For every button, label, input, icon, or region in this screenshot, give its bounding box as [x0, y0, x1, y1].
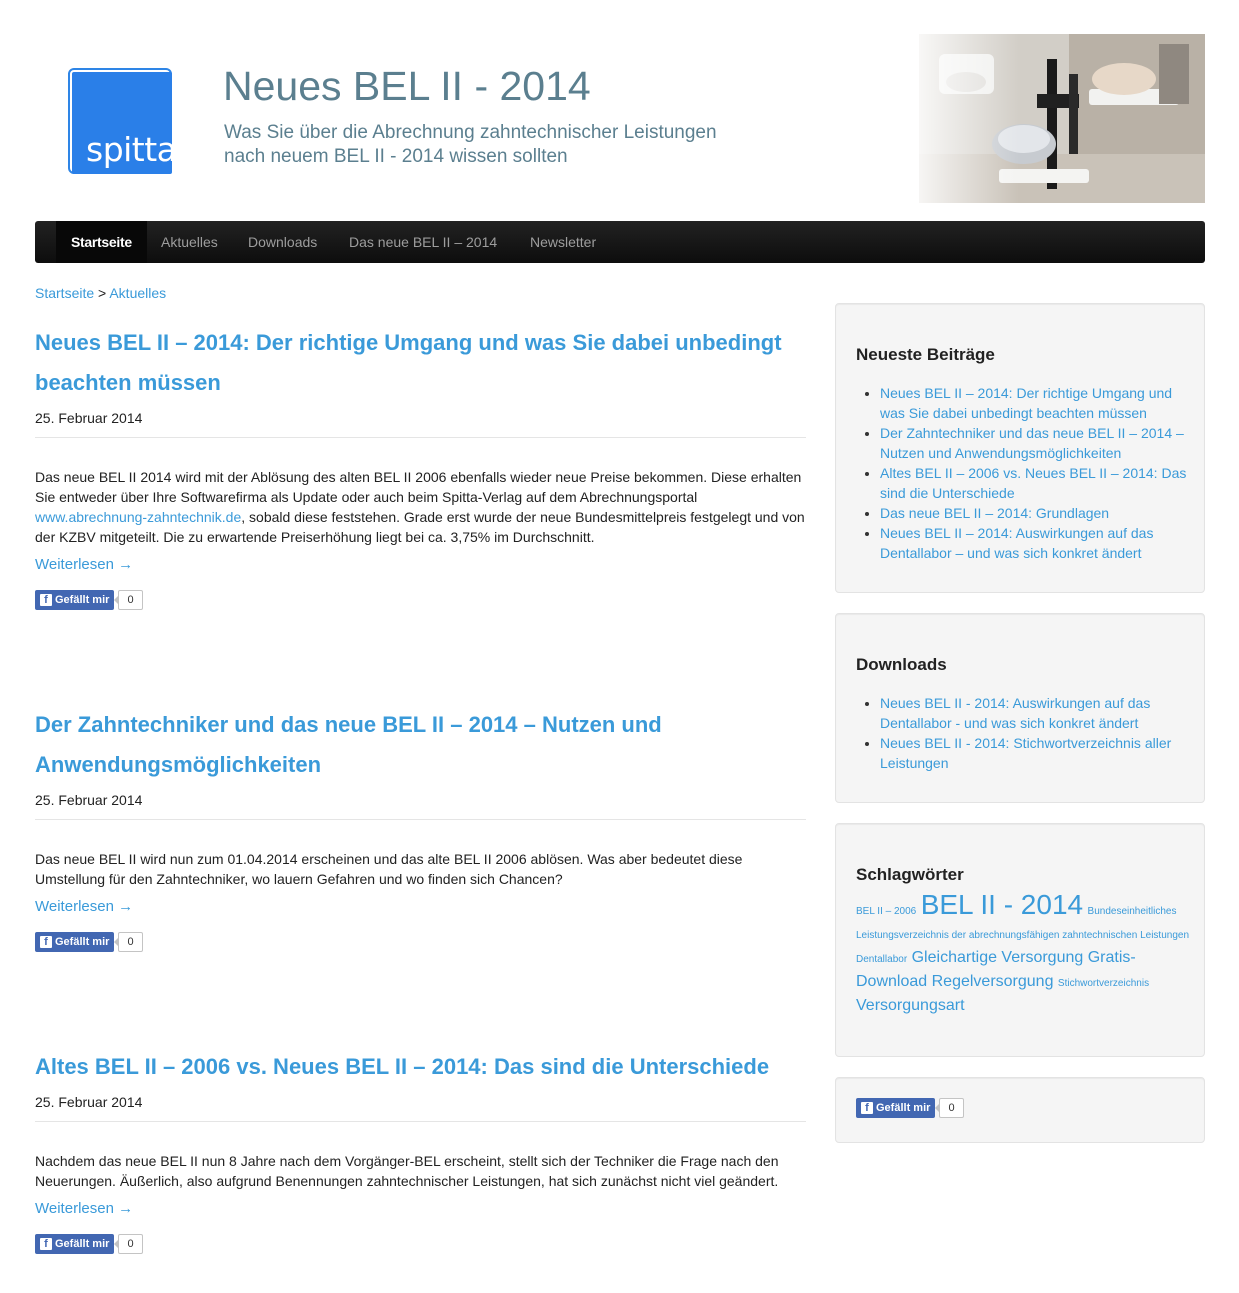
dental-lab-photo [919, 34, 1205, 203]
facebook-like-button[interactable] [35, 1234, 114, 1254]
excerpt-text-after-link: , sobald diese feststehen. Grade erst wurde der neue Bundesmittelpreis festgelegt und von der KZBV mitgeteilt. Die zu erwartende Preiserhöhung liegt bei ca. 3,75% im Durchschnitt. [35, 509, 805, 545]
read-more-link[interactable]: Weiterlesen → [35, 898, 134, 915]
post-date: 25. Februar 2014 [35, 792, 806, 820]
tag-link[interactable]: Dentallabor [856, 954, 908, 965]
like-count: 0 [939, 1098, 964, 1118]
downloads-list [880, 693, 1190, 773]
site-subtitle-line2: nach neuem BEL II - 2014 wissen sollten [224, 146, 568, 167]
recent-post-item [880, 503, 1190, 523]
tag-cloud-widget [835, 823, 1205, 1057]
read-more-link[interactable]: Weiterlesen → [35, 1200, 134, 1217]
main-navbar [35, 221, 1205, 263]
post-excerpt [35, 467, 806, 547]
post-title-line1[interactable]: Altes BEL II – 2006 vs. Neues BEL II – 2014: Das sind die Unterschiede [35, 1054, 770, 1079]
facebook-like-button[interactable] [35, 590, 114, 610]
facebook-like-box [835, 1077, 1205, 1143]
facebook-like-button[interactable] [35, 932, 114, 952]
excerpt-text-before-link: Das neue BEL II 2014 wird mit der Ablösung des alten BEL II 2006 ebenfalls wieder neue Preise bekommen. Diese erhalten Sie entweder über Ihre Softwarefirma als Update oder auch beim Spitta-Verlag auf dem Abrechnungsportal [35, 469, 802, 505]
recent-post-item [880, 423, 1190, 463]
post-excerpt: Nachdem das neue BEL II nun 8 Jahre nach dem Vorgänger-BEL erscheint, stellt sich der Techniker die Frage nach den Neuerungen. Äußerlich, also aufgrund Benennungen zahntechnischer Leistungen, hat sich zunächst nicht viel geändert. [35, 1153, 779, 1189]
downloads-title: Downloads [856, 655, 947, 674]
facebook-icon: f [40, 594, 52, 606]
download-item [880, 733, 1190, 773]
site-subtitle-line1: Was Sie über die Abrechnung zahntechnischer Leistungen [224, 122, 717, 143]
facebook-like-button[interactable] [856, 1098, 935, 1118]
recent-post-item [880, 383, 1190, 423]
recent-post-link[interactable]: Neues BEL II – 2014: Der richtige Umgang und was Sie dabei unbedingt beachten müssen [880, 385, 1173, 421]
recent-posts-title: Neueste Beiträge [856, 345, 995, 364]
tag-link[interactable]: Regelversorgung [931, 973, 1054, 990]
post-title-line1[interactable]: Neues BEL II – 2014: Der richtige Umgang und was Sie dabei unbedingt [35, 330, 782, 355]
recent-post-item [880, 463, 1190, 503]
tag-link[interactable]: Stichwortverzeichnis [1057, 978, 1150, 989]
breadcrumb-current[interactable]: Aktuelles [109, 285, 167, 301]
recent-post-link[interactable]: Der Zahntechniker und das neue BEL II – 2014 – Nutzen und Anwendungsmöglichkeiten [880, 425, 1184, 461]
post-date: 25. Februar 2014 [35, 1094, 806, 1122]
like-count: 0 [118, 932, 143, 952]
recent-posts-list [880, 383, 1190, 563]
recent-post-link[interactable]: Neues BEL II – 2014: Auswirkungen auf das Dentallabor – und was sich konkret ändert [880, 525, 1154, 561]
download-item [880, 693, 1190, 733]
breadcrumb-home[interactable]: Startseite [35, 285, 95, 301]
nav-aktuelles[interactable]: Aktuelles [161, 234, 218, 250]
post-article [35, 705, 806, 916]
logo-text: spitta [86, 130, 177, 169]
download-link[interactable]: Neues BEL II - 2014: Stichwortverzeichnis aller Leistungen [880, 735, 1172, 771]
downloads-widget [835, 613, 1205, 803]
abrechnung-portal-link[interactable]: www.abrechnung-zahntechnik.de [35, 509, 242, 525]
tag-link[interactable]: BEL II - 2014 [920, 889, 1084, 920]
tag-link[interactable]: Bundeseinheitliches Leistungsverzeichnis der abrechnungsfähigen zahntechnischen Leistungen [856, 906, 1190, 941]
like-label: Gefällt mir [876, 1102, 931, 1114]
read-more-link[interactable]: Weiterlesen → [35, 556, 134, 573]
tag-link[interactable]: BEL II – 2006 [856, 906, 917, 917]
nav-das-neue-bel[interactable]: Das neue BEL II – 2014 [349, 234, 498, 250]
post-title[interactable] [35, 1047, 806, 1087]
recent-post-item [880, 523, 1190, 563]
site-subtitle [224, 121, 784, 169]
facebook-icon: f [861, 1102, 873, 1114]
like-label: Gefällt mir [55, 594, 110, 606]
site-title: Neues BEL II - 2014 [223, 63, 591, 109]
header-banner-image [919, 34, 1205, 203]
facebook-icon: f [40, 1238, 52, 1250]
nav-downloads[interactable]: Downloads [248, 234, 318, 250]
post-title-line2[interactable]: beachten müssen [35, 370, 221, 395]
recent-post-link[interactable]: Das neue BEL II – 2014: Grundlagen [880, 505, 1110, 521]
tag-link[interactable]: Gleichartige Versorgung [911, 949, 1084, 966]
nav-newsletter[interactable]: Newsletter [530, 234, 597, 250]
site-header [0, 0, 1239, 210]
recent-posts-widget [835, 303, 1205, 593]
like-count: 0 [118, 1234, 143, 1254]
nav-startseite[interactable]: Startseite [56, 221, 147, 263]
like-label: Gefällt mir [55, 936, 110, 948]
post-title-line2[interactable]: Anwendungsmöglichkeiten [35, 752, 322, 777]
facebook-icon: f [40, 936, 52, 948]
tag-cloud-title: Schlagwörter [856, 865, 964, 884]
tag-cloud [856, 889, 1191, 1017]
post-article [35, 1047, 806, 1218]
tag-link[interactable]: Versorgungsart [856, 997, 965, 1014]
post-excerpt: Das neue BEL II wird nun zum 01.04.2014 erscheinen und das alte BEL II 2006 ablösen. Was aber bedeutet diese Umstellung für den Zahntechniker, wo lauern Gefahren und wo finden sich Chancen? [35, 851, 743, 887]
post-title-line1[interactable]: Der Zahntechniker und das neue BEL II – 2014 – Nutzen und [35, 712, 662, 737]
recent-post-link[interactable]: Altes BEL II – 2006 vs. Neues BEL II – 2014: Das sind die Unterschiede [880, 465, 1187, 501]
like-label: Gefällt mir [55, 1238, 110, 1250]
breadcrumb [35, 285, 166, 301]
spitta-logo[interactable] [68, 68, 177, 176]
post-date: 25. Februar 2014 [35, 410, 806, 438]
post-title[interactable] [35, 705, 806, 785]
like-count: 0 [118, 590, 143, 610]
post-article [35, 323, 806, 574]
download-link[interactable]: Neues BEL II - 2014: Auswirkungen auf das Dentallabor - und was sich konkret ändert [880, 695, 1151, 731]
tag-link[interactable]: Gratis-Download [856, 949, 1136, 990]
post-title[interactable] [35, 323, 806, 403]
breadcrumb-separator: > [98, 285, 107, 301]
